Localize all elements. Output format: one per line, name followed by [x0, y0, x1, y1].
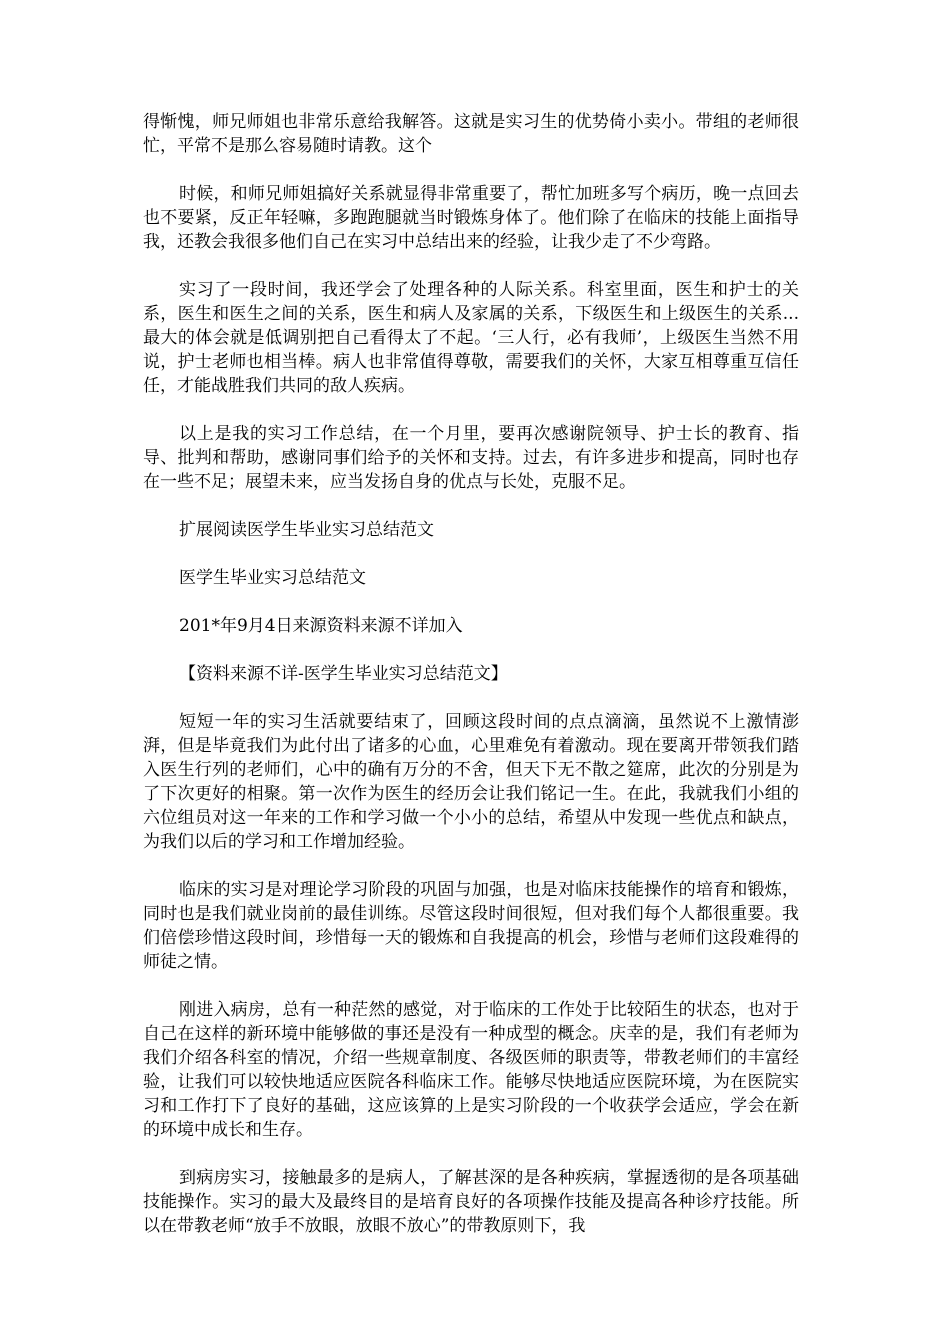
- paragraph-conclusion: 以上是我的实习工作总结，在一个月里，要再次感谢院领导、护士长的教育、指导、批判和帮助，感谢同事们给予的关怀和支持。过去，有许多进步和提高，同时也存在一些不足；展望未来，应当发扬自身的优点与长处，克服不足。: [143, 424, 799, 492]
- paragraph-senior-colleagues: 时候，和师兄师姐搞好关系就显得非常重要了，帮忙加班多写个病历，晚一点回去也不要紧，反正年轻嘛，多跑跑腿就当时锻炼身体了。他们除了在临床的技能上面指导我，还教会我很多他们自己在实习中总结出来的经验，让我少走了不少弯路。: [143, 184, 799, 252]
- paragraph-relationships: 实习了一段时间，我还学会了处理各种的人际关系。科室里面，医生和护士的关系，医生和医生之间的关系，医生和病人及家属的关系，下级医生和上级医生的关系...最大的体会就是低调别把自己看得太了不起。‘三人行，必有我师’，上级医生当然不用说，护士老师也相当棒。病人也非常值得尊敬，需要我们的关怀，大家互相尊重互信任任，才能战胜我们共同的敌人疾病。: [143, 280, 799, 396]
- document-body: [143, 110, 799, 1262]
- paragraph-ward-practice: 到病房实习，接触最多的是病人，了解甚深的是各种疾病，掌握透彻的是各项基础技能操作。实习的最大及最终目的是培育良好的各项操作技能及提高各种诊疗技能。所以在带教老师“放手不放眼，放眼不放心”的带教原则下，我: [143, 1168, 799, 1236]
- paragraph-clinical-practice: 临床的实习是对理论学习阶段的巩固与加强，也是对临床技能操作的培育和锻炼，同时也是我们就业岗前的最佳训练。尽管这段时间很短，但对我们每个人都很重要。我们倍偿珍惜这段时间，珍惜每一天的锻炼和自我提高的机会，珍惜与老师们这段难得的师徒之情。: [143, 880, 799, 972]
- paragraph-entering-ward: 刚进入病房，总有一种茫然的感觉，对于临床的工作处于比较陌生的状态，也对于自己在这样的新环境中能够做的事还是没有一种成型的概念。庆幸的是，我们有老师为我们介绍各科室的情况，介绍一些规章制度、各级医师的职责等，带教老师们的丰富经验，让我们可以较快地适应医院各科临床工作。能够尽快地适应医院环境，为在医院实习和工作打下了良好的基础，这应该算的上是实习阶段的一个收获学会适应，学会在新的环境中成长和生存。: [143, 1000, 799, 1140]
- article-title: 医学生毕业实习总结范文: [179, 568, 366, 588]
- paragraph-intro: 短短一年的实习生活就要结束了，回顾这段时间的点点滴滴，虽然说不上激情澎湃，但是毕竟我们为此付出了诸多的心血，心里难免有着激动。现在要离开带领我们踏入医生行列的老师们，心中的确有万分的不舍，但天下无不散之筵席，此次的分别是为了下次更好的相聚。第一次作为医生的经历会让我们铭记一生。在此，我就我们小组的六位组员对这一年来的工作和学习做一个小小的总结，希望从中发现一些优点和缺点，为我们以后的学习和工作增加经验。: [143, 712, 799, 852]
- paragraph-continuation: 得惭愧，师兄师姐也非常乐意给我解答。这就是实习生的优势倚小卖小。带组的老师很忙，平常不是那么容易随时请教。这个: [143, 112, 799, 156]
- extended-reading-heading: 扩展阅读医学生毕业实习总结范文: [179, 520, 434, 540]
- article-source-bracket: 【资料来源不详-医学生毕业实习总结范文】: [179, 664, 508, 684]
- article-date-source: 201*年9月4日来源资料来源不详加入: [179, 616, 463, 636]
